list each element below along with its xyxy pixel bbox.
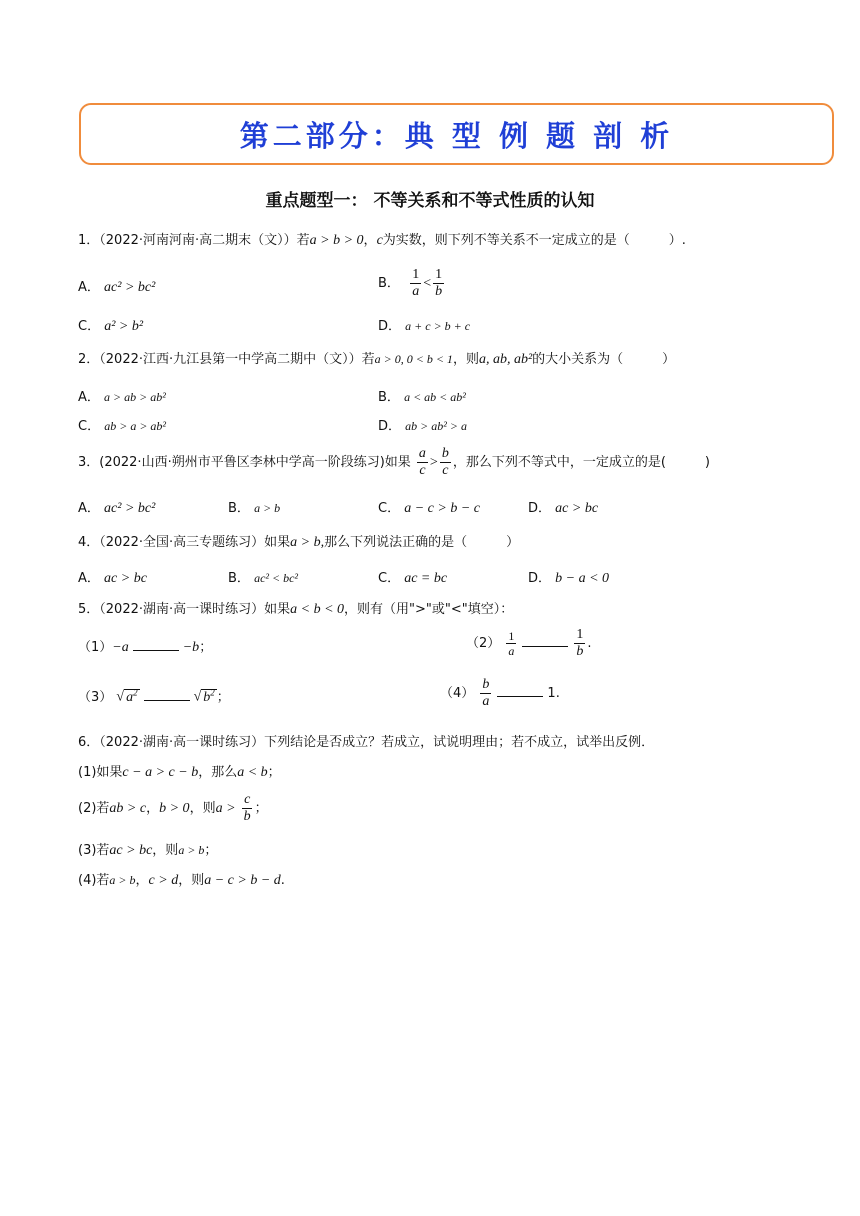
q6-statement-1: (1)如果c − a > c − b，那么a < b；: [78, 765, 281, 780]
q1-option-a[interactable]: A． ac² > bc²: [78, 280, 156, 295]
answer-blank[interactable]: [144, 700, 190, 701]
q5-part-3: （3） √ $a^2$ √ $b^2$ ；: [78, 687, 230, 705]
answer-blank[interactable]: [497, 696, 543, 697]
question-5: 5．（2022·湖南·高一课时练习）如果a < b < 0，则有（用">"或"<"填空）：: [78, 602, 514, 617]
q5-part-4: （4） $\frac{b}{a}$ 1.: [440, 677, 560, 709]
q4-option-b[interactable]: B． ac² < bc²: [228, 571, 299, 586]
q6-statement-3: (3)若ac > bc，则a > b；: [78, 843, 218, 858]
q4-option-d[interactable]: D． b − a < 0: [528, 571, 610, 586]
q2-option-b[interactable]: B． a < ab < ab²: [378, 390, 466, 405]
q5-part-1: （1）−a −b；: [78, 640, 213, 655]
q2-option-a[interactable]: A． a > ab > ab²: [78, 390, 166, 405]
q6-statement-2: (2)若ab > c，b > 0，则a > $\frac{c}{b}$ ；: [78, 792, 268, 824]
q4-option-c[interactable]: C． ac = bc: [378, 571, 448, 586]
q1-option-b[interactable]: B． $\frac{1}{a}$ < $\frac{1}{b}$: [378, 267, 443, 299]
q3-option-d[interactable]: D． ac > bc: [528, 501, 599, 516]
q2-option-c[interactable]: C． ab > a > ab²: [78, 419, 167, 434]
answer-blank[interactable]: [522, 646, 568, 647]
q1-option-d[interactable]: D． a + c > b + c: [378, 319, 471, 334]
q5-part-2: （2） $\frac{1}{a}$ $\frac{1}{b}$ .: [466, 627, 592, 659]
q6-statement-4: (4)若a > b，c > d，则a − c > b − d.: [78, 873, 285, 888]
section-title: 重点题型一： 不等关系和不等式性质的认知: [265, 191, 595, 211]
answer-blank[interactable]: [133, 650, 179, 651]
q4-option-a[interactable]: A． ac > bc: [78, 571, 147, 586]
q3-option-a[interactable]: A． ac² > bc²: [78, 501, 156, 516]
question-2: 2．（2022·江西·九江县第一中学高二期中（文））若a > 0, 0 < b < 1，则a, ab, ab²的大小关系为（ ）: [78, 352, 676, 367]
question-4: 4．（2022·全国·高三专题练习）如果a > b,那么下列说法正确的是（ ）: [78, 535, 520, 550]
q2-option-d[interactable]: D． ab > ab² > a: [378, 419, 467, 434]
q3-option-c[interactable]: C． a − c > b − c: [378, 501, 480, 516]
q1-option-c[interactable]: C． a² > b²: [78, 319, 144, 334]
question-1: 1．（2022·河南河南·高二期末（文））若a > b > 0，c为实数，则下列不等关系不一定成立的是（ ）.: [78, 233, 686, 248]
question-6: 6．（2022·湖南·高一课时练习）下列结论是否成立？若成立，试说明理由；若不成立，试举出反例．: [78, 735, 655, 750]
question-3: 3．(2022·山西·朔州市平鲁区李林中学高一阶段练习)如果 $\frac{a}{c}$ > $\frac{b}{c}$ ，那么下列不等式中，一定成立的是( ): [78, 446, 710, 478]
q3-option-b[interactable]: B． a > b: [228, 501, 281, 516]
section-banner: [79, 103, 834, 165]
banner-title: 第二部分：典 型 例 题 剖 析: [239, 118, 674, 153]
